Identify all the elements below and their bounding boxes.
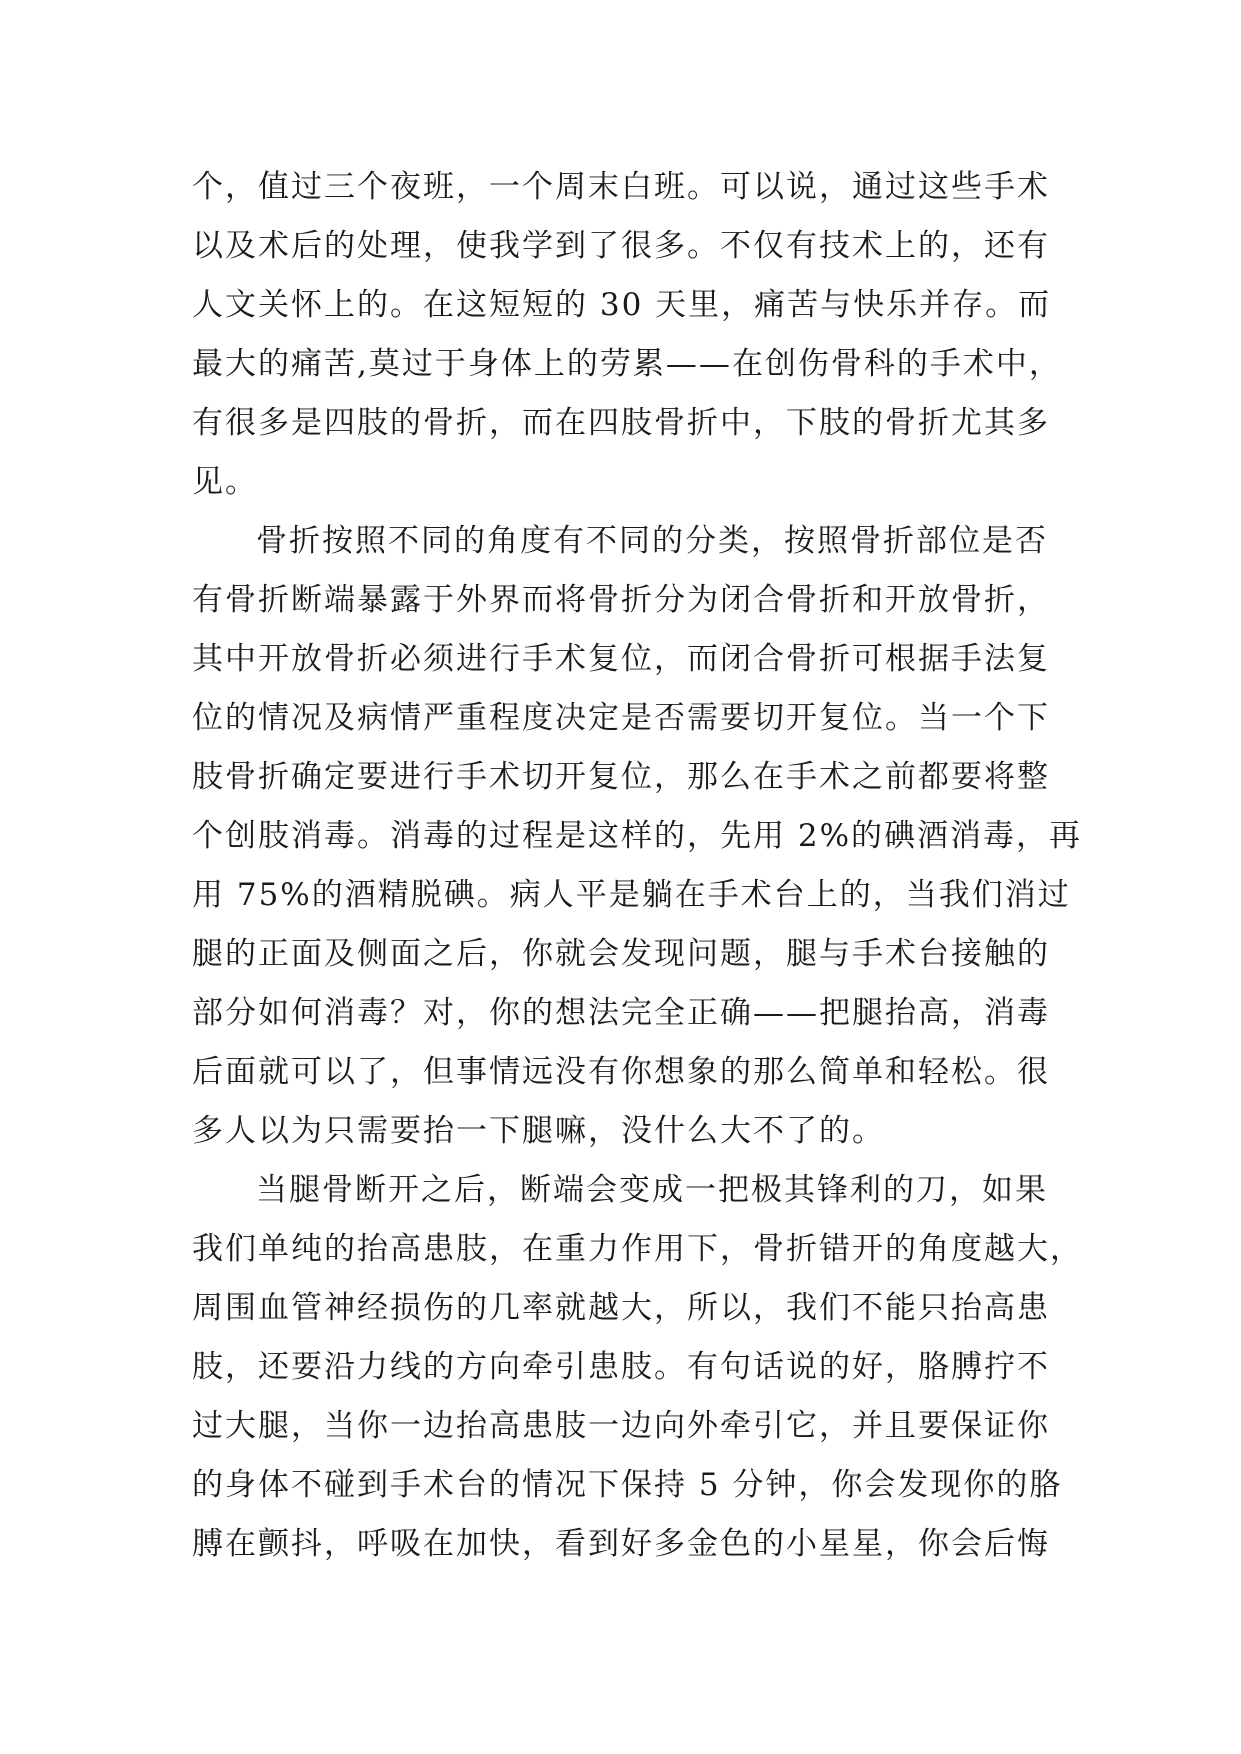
text-line: 腿的正面及侧面之后，你就会发现问题，腿与手术台接触的: [192, 936, 1050, 972]
text-line: 过大腿，当你一边抬高患肢一边向外牵引它，并且要保证你: [192, 1408, 1050, 1444]
text-line: 以及术后的处理，使我学到了很多。不仅有技术上的，还有: [192, 228, 1050, 264]
text-line: 人文关怀上的。在这短短的 30 天里，痛苦与快乐并存。而: [192, 287, 1052, 323]
text-line: 我们单纯的抬高患肢，在重力作用下，骨折错开的角度越大，: [192, 1231, 1083, 1267]
paragraph-2: [192, 512, 1083, 1161]
text-line: 有骨折断端暴露于外界而将骨折分为闭合骨折和开放骨折，: [192, 582, 1050, 618]
body-text: [192, 158, 1083, 1574]
text-line: 见。: [192, 464, 258, 500]
paragraph-1: [192, 158, 1062, 512]
text-line: 肢，还要沿力线的方向牵引患肢。有句话说的好，胳膊拧不: [192, 1349, 1050, 1385]
text-line: 骨折按照不同的角度有不同的分类，按照骨折部位是否: [256, 523, 1048, 559]
text-line: 的身体不碰到手术台的情况下保持 5 分钟，你会发现你的胳: [192, 1467, 1063, 1503]
text-line: 膊在颤抖，呼吸在加快，看到好多金色的小星星，你会后悔: [192, 1526, 1050, 1562]
text-line: 后面就可以了，但事情远没有你想象的那么简单和轻松。很: [192, 1054, 1050, 1090]
text-line: 多人以为只需要抬一下腿嘛，没什么大不了的。: [192, 1113, 885, 1149]
text-line: 个创肢消毒。消毒的过程是这样的，先用 2%的碘酒消毒，再: [192, 818, 1083, 854]
paragraph-3: [192, 1161, 1083, 1574]
text-line: 有很多是四肢的骨折，而在四肢骨折中，下肢的骨折尤其多: [192, 405, 1050, 441]
text-line: 最大的痛苦,莫过于身体上的劳累——在创伤骨科的手术中，: [192, 346, 1062, 382]
text-line: 当腿骨断开之后，断端会变成一把极其锋利的刀，如果: [256, 1172, 1048, 1208]
text-line: 肢骨折确定要进行手术切开复位，那么在手术之前都要将整: [192, 759, 1050, 795]
text-line: 部分如何消毒？对，你的想法完全正确——把腿抬高，消毒: [192, 995, 1050, 1031]
text-line: 周围血管神经损伤的几率就越大，所以，我们不能只抬高患: [192, 1290, 1050, 1326]
text-line: 其中开放骨折必须进行手术复位，而闭合骨折可根据手法复: [192, 641, 1050, 677]
text-line: 用 75%的酒精脱碘。病人平是躺在手术台上的，当我们消过: [192, 877, 1071, 913]
text-line: 位的情况及病情严重程度决定是否需要切开复位。当一个下: [192, 700, 1050, 736]
text-line: 个，值过三个夜班，一个周末白班。可以说，通过这些手术: [192, 169, 1050, 205]
